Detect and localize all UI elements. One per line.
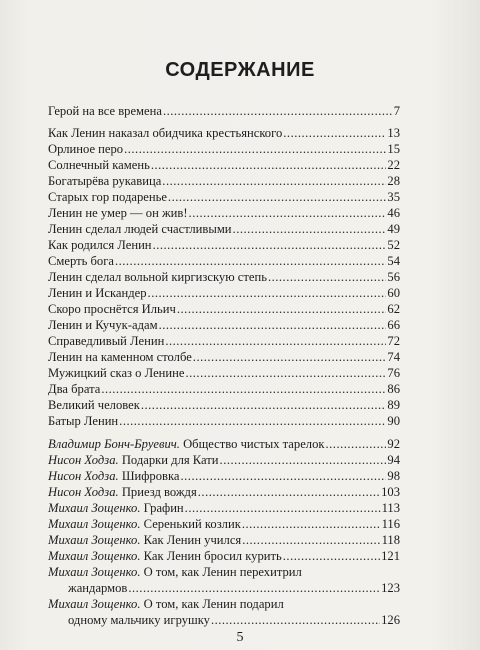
toc-entry — [48, 397, 400, 413]
entry-title: Справедливый Ленин — [48, 334, 165, 348]
entry-author: Михаил Зощенко. — [48, 549, 141, 563]
page-number: 22 — [387, 158, 400, 172]
dot-leader — [220, 452, 387, 468]
page-number: 56 — [387, 270, 400, 284]
page-number: 98 — [387, 469, 400, 483]
dot-leader — [242, 532, 380, 548]
entry-author: Нисон Ходза. — [48, 469, 119, 483]
page-number: 116 — [381, 517, 400, 531]
entry-title: Подарки для Кати — [121, 453, 219, 467]
page-number: 60 — [387, 286, 400, 300]
dot-leader — [124, 141, 386, 157]
page-number: 126 — [381, 613, 400, 627]
toc-entry — [48, 173, 400, 189]
page-number: 46 — [387, 206, 400, 220]
toc-entry — [48, 253, 400, 269]
page-number: 74 — [387, 350, 400, 364]
toc-entry — [48, 365, 400, 381]
entry-title: Мужицкий сказ о Ленине — [48, 366, 185, 380]
dot-leader — [242, 516, 381, 532]
entry-author: Михаил Зощенко. — [48, 565, 141, 579]
toc-entry — [48, 484, 400, 500]
toc-entry — [48, 516, 400, 532]
entry-author: Михаил Зощенко. — [48, 517, 141, 531]
toc-entry — [48, 564, 400, 596]
entry-title: Старых гор подаренье — [48, 190, 167, 204]
page-number: 90 — [387, 414, 400, 428]
entry-author: Михаил Зощенко. — [48, 533, 141, 547]
entry-title: Ленин и Искандер — [48, 286, 147, 300]
entry-title: О том, как Ленин подарил — [143, 597, 284, 611]
toc-entry — [48, 381, 400, 397]
toc-entry — [48, 596, 400, 628]
toc-entry — [48, 285, 400, 301]
toc-entry — [48, 237, 400, 253]
entry-title: Как родился Ленин — [48, 238, 152, 252]
dot-leader — [211, 612, 380, 628]
dot-leader — [181, 468, 387, 484]
entry-title: Богатырёва рукавица — [48, 174, 162, 188]
dot-leader — [233, 221, 387, 237]
entry-title: Приезд вождя — [121, 485, 197, 499]
dot-leader — [101, 381, 386, 397]
entry-author: Нисон Ходза. — [48, 485, 119, 499]
page-title: СОДЕРЖАНИЕ — [165, 59, 315, 81]
dot-leader — [168, 189, 386, 205]
dot-leader — [151, 157, 387, 173]
toc-entry — [48, 349, 400, 365]
dot-leader — [326, 436, 387, 452]
toc-entry — [48, 141, 400, 157]
entry-title: Смерть бога — [48, 254, 114, 268]
page-number: 94 — [387, 453, 400, 467]
toc-entry — [48, 436, 400, 452]
entry-title: Как Ленин бросил курить — [143, 549, 282, 563]
toc-entry — [48, 548, 400, 564]
dot-leader — [162, 173, 386, 189]
entry-title: Великий человек — [48, 398, 140, 412]
entry-title: Скоро проснётся Ильич — [48, 302, 176, 316]
entry-title: Ленин сделал людей счастливыми — [48, 222, 232, 236]
entry-title: Графин — [143, 501, 184, 515]
toc-entry — [48, 125, 400, 141]
page-number: 89 — [387, 398, 400, 412]
entry-title: Ленин и Кучук-адам — [48, 318, 158, 332]
entry-title: Шифровка — [121, 469, 180, 483]
entry-title-continuation: жандармов — [68, 581, 128, 595]
entry-title: Ленин на каменном столбе — [48, 350, 192, 364]
entry-title: Как Ленин учился — [143, 533, 242, 547]
dot-leader — [159, 317, 387, 333]
page-number: 7 — [393, 104, 400, 118]
dot-leader — [185, 500, 381, 516]
page-number: 62 — [387, 302, 400, 316]
entry-title: О том, как Ленин перехитрил — [143, 565, 302, 579]
toc-entry — [48, 103, 400, 119]
page-number: 92 — [387, 437, 400, 451]
page-number-footer: 5 — [236, 630, 244, 645]
page-number: 121 — [381, 549, 400, 563]
page-number: 66 — [387, 318, 400, 332]
dot-leader — [283, 125, 386, 141]
dot-leader — [268, 269, 386, 285]
toc-entry — [48, 532, 400, 548]
toc-entry — [48, 333, 400, 349]
entry-title-continuation: одному мальчику игрушку — [68, 613, 210, 627]
toc-entry — [48, 221, 400, 237]
toc-entry — [48, 468, 400, 484]
page-number: 113 — [381, 501, 400, 515]
toc-entry — [48, 157, 400, 173]
dot-leader — [177, 301, 387, 317]
dot-leader — [283, 548, 380, 564]
entry-author: Нисон Ходза. — [48, 453, 119, 467]
dot-leader — [165, 333, 386, 349]
page-number: 54 — [387, 254, 400, 268]
toc-entry — [48, 413, 400, 429]
entry-author: Михаил Зощенко. — [48, 501, 141, 515]
entry-title: Два брата — [48, 382, 101, 396]
page-number: 35 — [387, 190, 400, 204]
entry-title: Орлиное перо — [48, 142, 124, 156]
entry-author: Владимир Бонч-Бруевич. — [48, 437, 180, 451]
toc-entry — [48, 301, 400, 317]
dot-leader — [189, 205, 387, 221]
page-number: 103 — [381, 485, 400, 499]
entry-title: Ленин сделал вольной киргизскую степь — [48, 270, 267, 284]
toc-entry — [48, 205, 400, 221]
dot-leader — [148, 285, 387, 301]
toc-entry — [48, 269, 400, 285]
dot-leader — [115, 253, 386, 269]
page-number: 86 — [387, 382, 400, 396]
entry-title: Ленин не умер — он жив! — [48, 206, 188, 220]
page-number: 15 — [387, 142, 400, 156]
dot-leader — [163, 103, 393, 119]
entry-title: Батыр Ленин — [48, 414, 119, 428]
entry-title: Солнечный камень — [48, 158, 150, 172]
entry-author: Михаил Зощенко. — [48, 597, 141, 611]
toc-entry — [48, 189, 400, 205]
page-number: 52 — [387, 238, 400, 252]
dot-leader — [128, 580, 380, 596]
page-number: 49 — [387, 222, 400, 236]
page-number: 72 — [387, 334, 400, 348]
dot-leader — [119, 413, 386, 429]
page-number: 76 — [387, 366, 400, 380]
entry-title: Общество чистых тарелок — [183, 437, 325, 451]
toc-entry — [48, 500, 400, 516]
entry-title: Как Ленин наказал обидчика крестьянского — [48, 126, 283, 140]
toc-entry — [48, 452, 400, 468]
entry-title: Серенький козлик — [143, 517, 241, 531]
toc-entry — [48, 317, 400, 333]
page-number: 28 — [387, 174, 400, 188]
dot-leader — [193, 349, 387, 365]
page-number: 13 — [387, 126, 400, 140]
page-number: 118 — [381, 533, 400, 547]
entry-title: Герой на все времена — [48, 104, 162, 118]
dot-leader — [153, 237, 387, 253]
dot-leader — [185, 365, 386, 381]
dot-leader — [141, 397, 387, 413]
page-number: 123 — [381, 581, 400, 595]
dot-leader — [198, 484, 380, 500]
